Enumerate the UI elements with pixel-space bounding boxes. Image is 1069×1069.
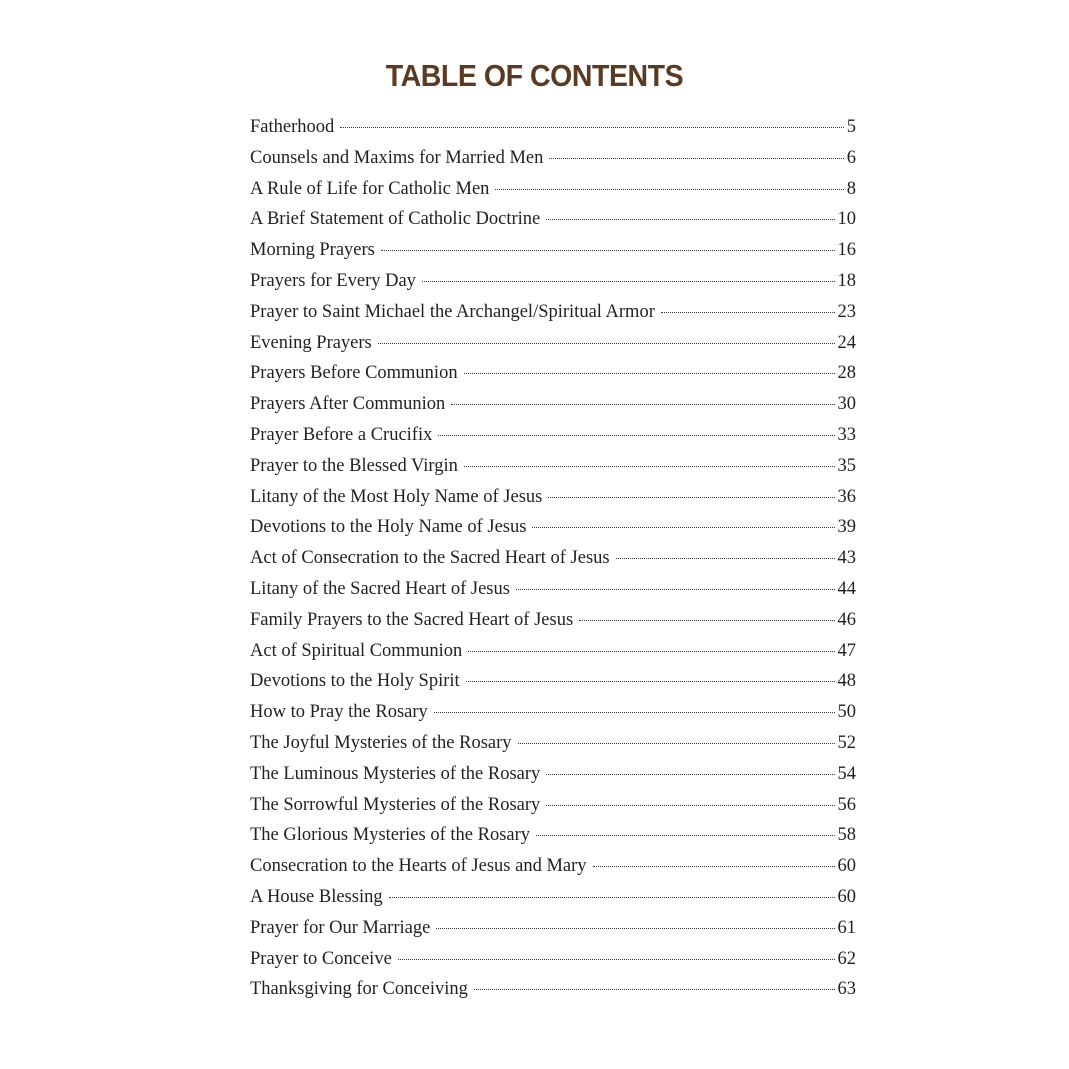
dot-leader [451, 404, 834, 405]
toc-entry-title: Prayer for Our Marriage [250, 917, 431, 938]
toc-entry-page-number: 60 [837, 856, 856, 877]
toc-entry-page-number: 10 [837, 209, 856, 230]
dot-leader [516, 589, 835, 590]
toc-entry-title: Devotions to the Holy Name of Jesus [250, 517, 527, 538]
page-title: TABLE OF CONTENTS [385, 58, 684, 93]
toc-entry [250, 209, 856, 240]
toc-entry [250, 764, 856, 795]
toc-entry-title: Litany of the Sacred Heart of Jesus [250, 578, 510, 599]
toc-entry-title: Fatherhood [250, 117, 335, 137]
toc-entry-page-number: 16 [837, 240, 856, 261]
dot-leader [464, 466, 835, 467]
dot-leader [340, 127, 843, 128]
toc-entry-title: Prayer to Conceive [250, 948, 392, 969]
toc-entry-title: Prayer to the Blessed Virgin [250, 455, 458, 476]
toc-entry [250, 641, 856, 672]
toc-entry-title: The Glorious Mysteries of the Rosary [250, 825, 531, 846]
toc-entry-page-number: 47 [837, 640, 856, 661]
toc-entry-title: A House Blessing [250, 886, 383, 907]
toc-entry-page-number: 24 [837, 332, 856, 353]
toc-entry-page-number: 18 [837, 270, 856, 291]
dot-leader [546, 774, 834, 775]
toc-entry [250, 394, 856, 425]
toc-entry-title: A Brief Statement of Catholic Doctrine [250, 209, 541, 230]
toc-entry [250, 795, 856, 826]
toc-entry-page-number: 52 [837, 732, 856, 753]
toc-entry-page-number: 23 [837, 301, 856, 322]
dot-leader [389, 897, 835, 898]
dot-leader [438, 435, 834, 436]
toc-entry-title: Prayers After Communion [250, 394, 446, 415]
toc-entry [250, 333, 856, 364]
toc-entry-title: The Sorrowful Mysteries of the Rosary [250, 794, 541, 815]
dot-leader [422, 281, 835, 282]
toc-entry-page-number: 46 [837, 609, 856, 630]
toc-entry-title: Consecration to the Hearts of Jesus and Mary [250, 856, 587, 877]
dot-leader [536, 835, 834, 836]
toc-entry-title: Morning Prayers [250, 240, 375, 261]
dot-leader [378, 343, 835, 344]
dot-leader [593, 866, 835, 867]
toc-entry [250, 240, 856, 271]
dot-leader [474, 989, 835, 990]
toc-entry [250, 517, 856, 548]
toc-entry-title: Thanksgiving for Conceiving [250, 979, 468, 1000]
toc-entry-page-number: 50 [837, 702, 856, 723]
table-of-contents [250, 117, 856, 1010]
dot-leader [434, 712, 835, 713]
toc-entry-page-number: 60 [837, 886, 856, 907]
dot-leader [546, 805, 834, 806]
toc-entry-title: How to Pray the Rosary [250, 702, 428, 723]
toc-entry [250, 856, 856, 887]
toc-entry [250, 825, 856, 856]
toc-entry-page-number: 33 [837, 424, 856, 445]
toc-entry-title: Evening Prayers [250, 332, 372, 353]
toc-entry-title: Prayers Before Communion [250, 363, 458, 384]
dot-leader [548, 497, 834, 498]
toc-entry-page-number: 56 [837, 794, 856, 815]
toc-entry [250, 918, 856, 949]
dot-leader [398, 959, 835, 960]
toc-entry [250, 487, 856, 518]
toc-entry [250, 425, 856, 456]
toc-entry-title: Prayers for Every Day [250, 270, 416, 291]
dot-leader [579, 620, 834, 621]
toc-entry [250, 271, 856, 302]
toc-entry [250, 548, 856, 579]
toc-entry-title: Prayer to Saint Michael the Archangel/Spiritual Armor [250, 301, 655, 322]
toc-entry-page-number: 61 [837, 917, 856, 938]
toc-entry-page-number: 63 [837, 979, 856, 1000]
toc-entry [250, 456, 856, 487]
dot-leader [518, 743, 835, 744]
toc-entry-title: The Luminous Mysteries of the Rosary [250, 763, 541, 784]
toc-entry [250, 887, 856, 918]
toc-entry-title: Act of Consecration to the Sacred Heart of Jesus [250, 548, 610, 569]
toc-entry-page-number: 54 [837, 763, 856, 784]
toc-entry-page-number: 58 [837, 825, 856, 846]
toc-entry [250, 733, 856, 764]
toc-entry [250, 949, 856, 980]
toc-entry [250, 117, 856, 148]
toc-entry [250, 148, 856, 179]
dot-leader [381, 250, 835, 251]
toc-entry-page-number: 30 [837, 394, 856, 415]
toc-entry-title: The Joyful Mysteries of the Rosary [250, 732, 512, 753]
toc-entry-page-number: 43 [837, 548, 856, 569]
toc-entry [250, 179, 856, 210]
toc-entry [250, 610, 856, 641]
toc-entry-page-number: 36 [837, 486, 856, 507]
toc-entry [250, 671, 856, 702]
dot-leader [532, 527, 834, 528]
dot-leader [546, 219, 834, 220]
toc-entry-page-number: 5 [846, 117, 856, 137]
toc-entry-page-number: 39 [837, 517, 856, 538]
dot-leader [495, 189, 843, 190]
toc-entry-page-number: 44 [837, 578, 856, 599]
toc-entry [250, 702, 856, 733]
toc-entry-title: Devotions to the Holy Spirit [250, 671, 460, 692]
dot-leader [464, 373, 835, 374]
dot-leader [466, 681, 835, 682]
toc-entry-page-number: 35 [837, 455, 856, 476]
toc-entry-title: A Rule of Life for Catholic Men [250, 178, 490, 199]
toc-entry-page-number: 62 [837, 948, 856, 969]
toc-entry-page-number: 8 [846, 178, 856, 199]
toc-entry [250, 363, 856, 394]
toc-entry-page-number: 28 [837, 363, 856, 384]
dot-leader [468, 651, 834, 652]
dot-leader [616, 558, 835, 559]
dot-leader [661, 312, 835, 313]
toc-entry [250, 302, 856, 333]
toc-entry-title: Act of Spiritual Communion [250, 640, 463, 661]
toc-entry-title: Litany of the Most Holy Name of Jesus [250, 486, 543, 507]
toc-entry-page-number: 48 [837, 671, 856, 692]
toc-entry-page-number: 6 [846, 147, 856, 168]
dot-leader [436, 928, 834, 929]
toc-entry-title: Counsels and Maxims for Married Men [250, 147, 544, 168]
toc-entry [250, 579, 856, 610]
toc-entry-title: Family Prayers to the Sacred Heart of Jesus [250, 609, 574, 630]
toc-entry [250, 979, 856, 1010]
toc-entry-title: Prayer Before a Crucifix [250, 424, 433, 445]
dot-leader [549, 158, 843, 159]
